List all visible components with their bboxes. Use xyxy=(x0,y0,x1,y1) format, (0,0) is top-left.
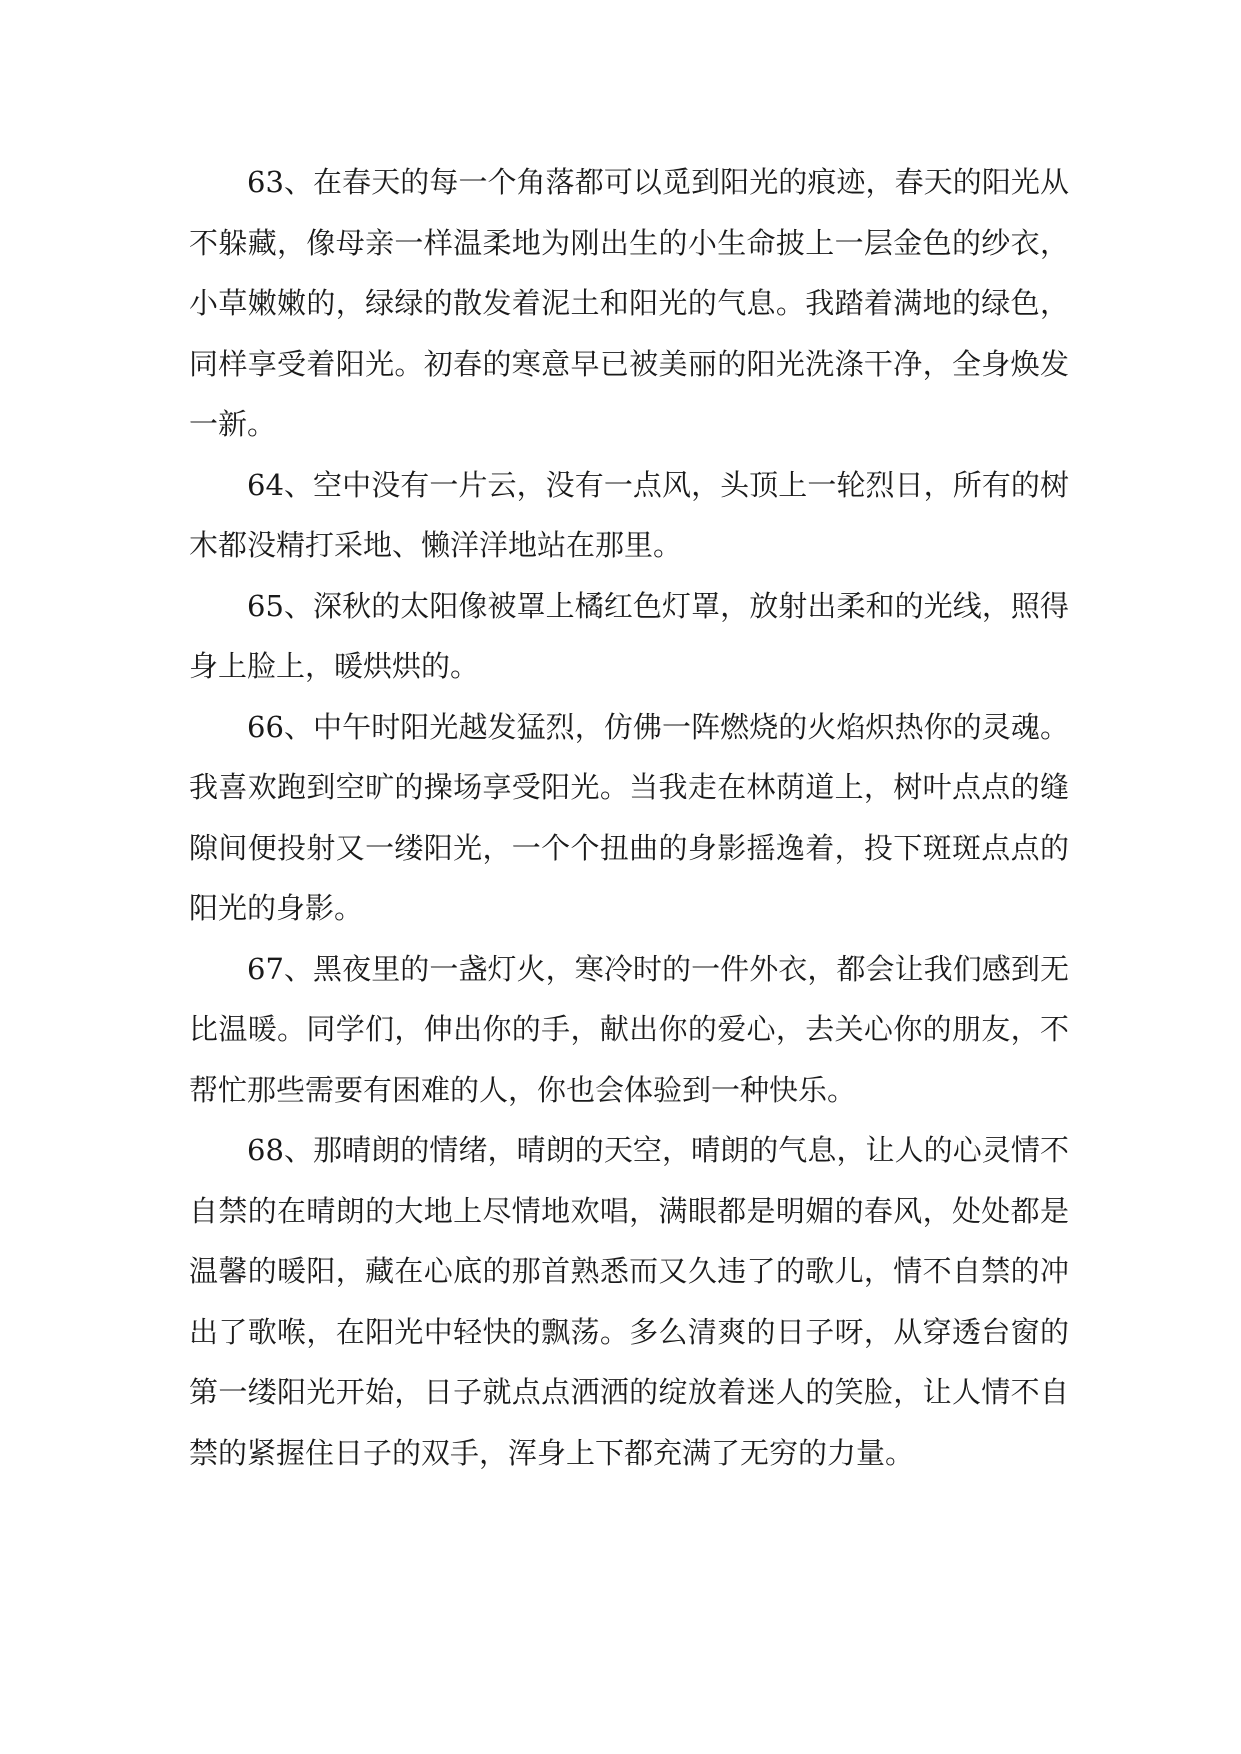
document-body xyxy=(189,152,1069,1483)
paragraph-66: 66、中午时阳光越发猛烈，仿佛一阵燃烧的火焰炽热你的灵魂。我喜欢跑到空旷的操场享受阳光。当我走在林荫道上，树叶点点的缝隙间便投射又一缕阳光，一个个扭曲的身影摇逸着，投下斑斑点点的阳光的身影。 xyxy=(189,709,1069,925)
paragraph-63: 63、在春天的每一个角落都可以觅到阳光的痕迹，春天的阳光从不躲藏，像母亲一样温柔地为刚出生的小生命披上一层金色的纱衣，小草嫩嫩的，绿绿的散发着泥土和阳光的气息。我踏着满地的绿色，同样享受着阳光。初春的寒意早已被美丽的阳光洗涤干净，全身焕发一新。 xyxy=(189,165,1069,441)
paragraph-68: 68、那晴朗的情绪，晴朗的天空，晴朗的气息，让人的心灵情不自禁的在晴朗的大地上尽情地欢唱，满眼都是明媚的春风，处处都是温馨的暖阳，藏在心底的那首熟悉而又久违了的歌儿，情不自禁的冲出了歌喉，在阳光中轻快的飘荡。多么清爽的日子呀，从穿透台窗的第一缕阳光开始，日子就点点洒洒的绽放着迷人的笑脸，让人情不自禁的紧握住日子的双手，浑身上下都充满了无穷的力量。 xyxy=(189,1133,1069,1470)
paragraph-65: 65、深秋的太阳像被罩上橘红色灯罩，放射出柔和的光线，照得身上脸上，暖烘烘的。 xyxy=(189,588,1069,683)
paragraph-64: 64、空中没有一片云，没有一点风，头顶上一轮烈日，所有的树木都没精打采地、懒洋洋地站在那里。 xyxy=(189,467,1069,562)
paragraph-67: 67、黑夜里的一盏灯火，寒冷时的一件外衣，都会让我们感到无比温暖。同学们，伸出你的手，献出你的爱心，去关心你的朋友，不帮忙那些需要有困难的人，你也会体验到一种快乐。 xyxy=(189,951,1069,1107)
